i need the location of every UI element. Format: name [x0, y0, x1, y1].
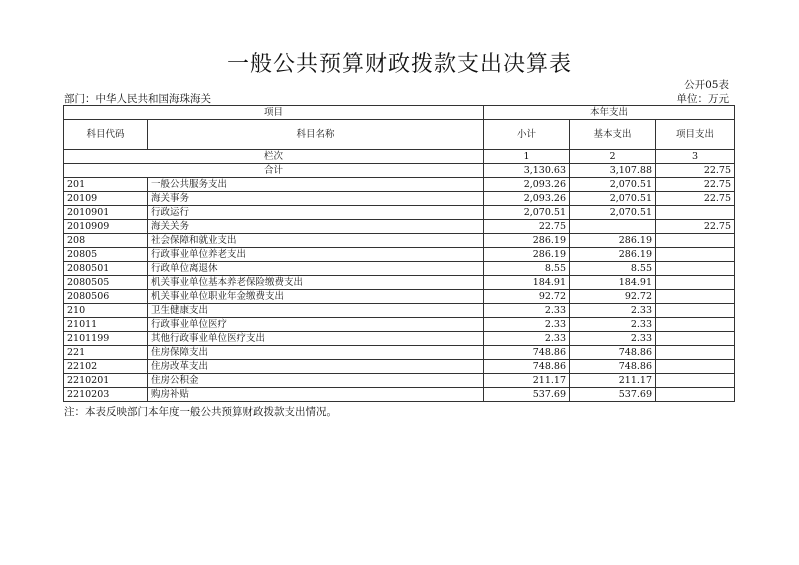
table-row	[64, 276, 735, 290]
header-basic: 基本支出	[570, 120, 656, 150]
row-basic: 2,070.51	[570, 178, 656, 192]
row-basic: 8.55	[570, 262, 656, 276]
column-index-2: 2	[570, 150, 656, 164]
header-code: 科目代码	[64, 120, 148, 150]
row-name: 购房补贴	[148, 388, 484, 402]
row-subtotal: 2.33	[484, 332, 570, 346]
row-name: 卫生健康支出	[148, 304, 484, 318]
form-code: 公开05表	[684, 79, 729, 91]
header-current-year: 本年支出	[484, 106, 735, 120]
row-project	[656, 374, 735, 388]
row-basic: 537.69	[570, 388, 656, 402]
table-row	[64, 388, 735, 402]
table-row	[64, 318, 735, 332]
row-basic: 286.19	[570, 248, 656, 262]
footnote: 注：本表反映部门本年度一般公共预算财政拨款支出情况。	[64, 406, 337, 418]
row-project	[656, 304, 735, 318]
row-project	[656, 346, 735, 360]
row-subtotal: 286.19	[484, 248, 570, 262]
row-name: 行政运行	[148, 206, 484, 220]
row-name: 海关事务	[148, 192, 484, 206]
row-subtotal: 211.17	[484, 374, 570, 388]
total-project: 22.75	[656, 164, 735, 178]
header-item: 项目	[64, 106, 484, 120]
row-code: 2101199	[64, 332, 148, 346]
row-code: 22102	[64, 360, 148, 374]
row-code: 20109	[64, 192, 148, 206]
row-subtotal: 286.19	[484, 234, 570, 248]
row-basic: 748.86	[570, 346, 656, 360]
row-basic: 92.72	[570, 290, 656, 304]
row-subtotal: 748.86	[484, 346, 570, 360]
row-code: 221	[64, 346, 148, 360]
row-project	[656, 276, 735, 290]
row-project	[656, 262, 735, 276]
row-code: 2080505	[64, 276, 148, 290]
row-subtotal: 184.91	[484, 276, 570, 290]
column-index-1: 1	[484, 150, 570, 164]
row-basic	[570, 220, 656, 234]
table-row	[64, 248, 735, 262]
row-project: 22.75	[656, 220, 735, 234]
row-subtotal: 2,093.26	[484, 192, 570, 206]
row-basic: 2.33	[570, 304, 656, 318]
row-name: 行政事业单位医疗	[148, 318, 484, 332]
row-subtotal: 748.86	[484, 360, 570, 374]
page-title: 一般公共预算财政拨款支出决算表	[226, 52, 572, 77]
row-basic: 211.17	[570, 374, 656, 388]
row-code: 2080501	[64, 262, 148, 276]
row-code: 210	[64, 304, 148, 318]
row-name: 行政事业单位养老支出	[148, 248, 484, 262]
header-row-2	[64, 120, 735, 150]
row-subtotal: 2.33	[484, 304, 570, 318]
table-row	[64, 220, 735, 234]
row-project	[656, 388, 735, 402]
row-name: 机关事业单位职业年金缴费支出	[148, 290, 484, 304]
row-subtotal: 2.33	[484, 318, 570, 332]
column-index-row	[64, 150, 735, 164]
row-basic: 2,070.51	[570, 192, 656, 206]
row-project	[656, 332, 735, 346]
table-row	[64, 374, 735, 388]
row-subtotal: 92.72	[484, 290, 570, 304]
row-name: 住房公积金	[148, 374, 484, 388]
row-code: 21011	[64, 318, 148, 332]
row-project	[656, 318, 735, 332]
total-subtotal: 3,130.63	[484, 164, 570, 178]
total-label: 合计	[64, 164, 484, 178]
row-name: 住房改革支出	[148, 360, 484, 374]
header-subtotal: 小计	[484, 120, 570, 150]
table-row	[64, 346, 735, 360]
row-code: 201	[64, 178, 148, 192]
table-row	[64, 178, 735, 192]
row-basic: 286.19	[570, 234, 656, 248]
header-row-1	[64, 106, 735, 120]
header-project: 项目支出	[656, 120, 735, 150]
row-code: 2010901	[64, 206, 148, 220]
row-basic: 2,070.51	[570, 206, 656, 220]
row-name: 海关关务	[148, 220, 484, 234]
row-subtotal: 2,093.26	[484, 178, 570, 192]
table-row	[64, 360, 735, 374]
row-basic: 184.91	[570, 276, 656, 290]
row-subtotal: 2,070.51	[484, 206, 570, 220]
row-code: 208	[64, 234, 148, 248]
row-subtotal: 537.69	[484, 388, 570, 402]
unit-label: 单位：万元	[676, 93, 729, 105]
row-subtotal: 22.75	[484, 220, 570, 234]
row-basic: 2.33	[570, 332, 656, 346]
row-name: 行政单位离退休	[148, 262, 484, 276]
row-project	[656, 206, 735, 220]
table-row	[64, 290, 735, 304]
row-code: 2210201	[64, 374, 148, 388]
row-project	[656, 234, 735, 248]
row-code: 20805	[64, 248, 148, 262]
row-name: 社会保障和就业支出	[148, 234, 484, 248]
table-row	[64, 192, 735, 206]
row-name: 其他行政事业单位医疗支出	[148, 332, 484, 346]
table-row	[64, 304, 735, 318]
column-index-label: 栏次	[64, 150, 484, 164]
row-name: 住房保障支出	[148, 346, 484, 360]
row-name: 一般公共服务支出	[148, 178, 484, 192]
row-project	[656, 248, 735, 262]
row-subtotal: 8.55	[484, 262, 570, 276]
table-row	[64, 234, 735, 248]
row-project: 22.75	[656, 192, 735, 206]
column-index-3: 3	[656, 150, 735, 164]
row-project	[656, 290, 735, 304]
department-label: 部门：中华人民共和国海珠海关	[64, 93, 211, 105]
table-row	[64, 206, 735, 220]
row-code: 2210203	[64, 388, 148, 402]
row-code: 2010909	[64, 220, 148, 234]
header-name: 科目名称	[148, 120, 484, 150]
row-project: 22.75	[656, 178, 735, 192]
expenditure-table	[63, 105, 735, 402]
row-code: 2080506	[64, 290, 148, 304]
table-row	[64, 262, 735, 276]
total-basic: 3,107.88	[570, 164, 656, 178]
row-name: 机关事业单位基本养老保险缴费支出	[148, 276, 484, 290]
table-row	[64, 332, 735, 346]
row-project	[656, 360, 735, 374]
total-row	[64, 164, 735, 178]
row-basic: 2.33	[570, 318, 656, 332]
row-basic: 748.86	[570, 360, 656, 374]
